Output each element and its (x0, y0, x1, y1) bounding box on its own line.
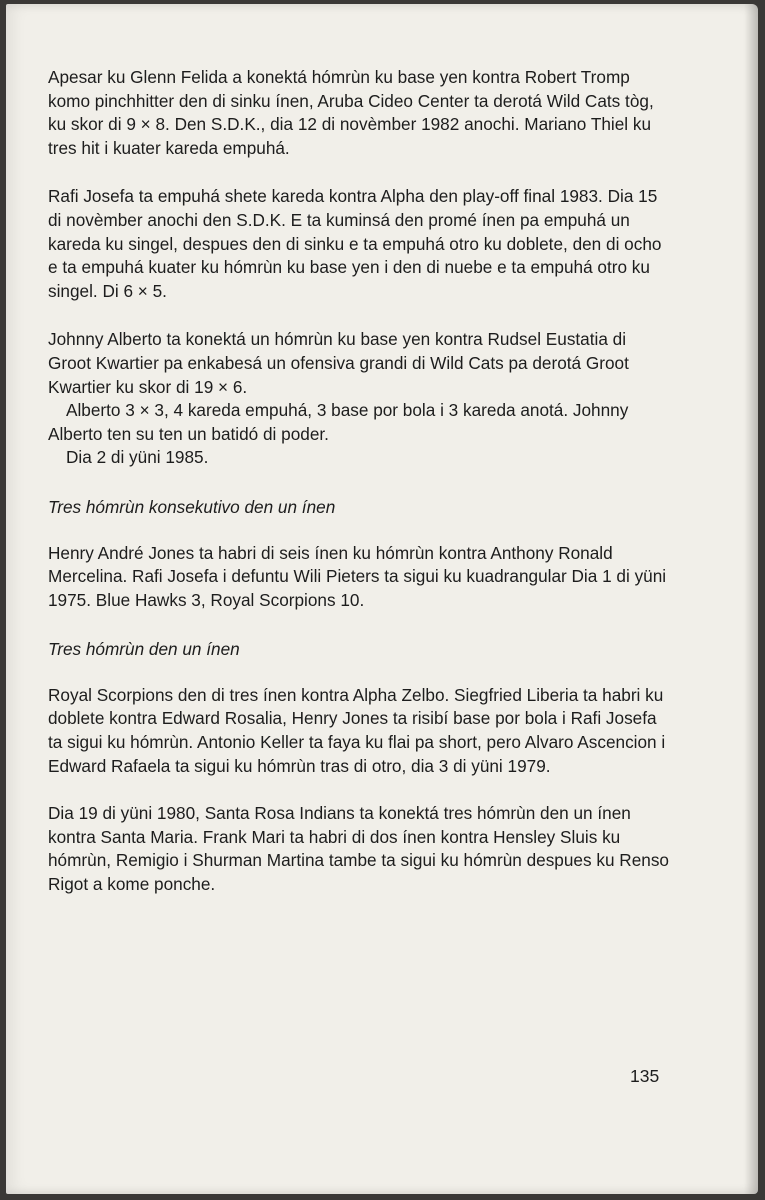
section-heading-one-inning: Tres hómrùn den un ínen (48, 639, 240, 660)
paragraph-santa-rosa-indians: Dia 19 di yüni 1980, Santa Rosa Indians ta konektá tres hómrùn den un ínen kontra Santa Maria. Frank Mari ta habri di dos ínen kontra Hensley Sluis ku hómrùn, Remigio i Shurman Martina tambe ta sigui ku hómrùn despues ku Renso Rigot a kome ponche. (48, 803, 669, 895)
page-number: 135 (630, 1066, 660, 1086)
paragraph-date-1985: Dia 2 di yüni 1985. (66, 447, 209, 468)
paragraph-henry-andre-jones: Henry André Jones ta habri di seis ínen ku hómrùn kontra Anthony Ronald Mercelina. Rafi Josefa i defuntu Wili Pieters ta sigui ku kuadrangular Dia 1 di yüni 1975. Blue Hawks 3, Royal Scorpions 10. (48, 542, 667, 610)
book-page (6, 4, 758, 1194)
paragraph-glenn-felida: Apesar ku Glenn Felida a konektá hómrùn ku base yen kontra Robert Tromp komo pinchhitter den di sinku ínen, Aruba Cideo Center ta derotá Wild Cats tòg, ku skor di 9 × 8. Den S.D.K., dia 12 di novèmber 1982 anochi. Mariano Thiel ku tres hit i kuater kareda empuhá. (48, 67, 654, 158)
paragraph-alberto-stats: Alberto 3 × 3, 4 kareda empuhá, 3 base por bola i 3 kareda anotá. Johnny Alberto ten su ten un batidó di poder. (48, 400, 629, 444)
paragraph-royal-scorpions: Royal Scorpions den di tres ínen kontra Alpha Zelbo. Siegfried Liberia ta habri ku doblete kontra Edward Rosalia, Henry Jones ta risibí base por bola i Rafi Josefa ta sigui ku hómrùn. Antonio Keller ta faya ku flai pa short, pero Alvaro Ascencion i Edward Rafaela ta sigui ku hómrùn tras di otro, dia 3 di yüni 1979. (48, 684, 666, 776)
paragraph-rafi-josefa: Rafi Josefa ta empuhá shete kareda kontra Alpha den play-off final 1983. Dia 15 di novèmber anochi den S.D.K. E ta kuminsá den promé ínen pa empuhá un kareda ku singel, despues den di sinku e ta empuhá otro ku doblete, den di ocho e ta empuhá kuater ku hómrùn ku base yen i den di nuebe e ta empuhá otro ku singel. Di 6 × 5. (48, 186, 662, 301)
paragraph-johnny-alberto: Johnny Alberto ta konektá un hómrùn ku base yen kontra Rudsel Eustatia di Groot Kwartier pa enkabesá un ofensiva grandi di Wild Cats pa derotá Groot Kwartier ku skor di 19 × 6. (48, 329, 629, 397)
section-heading-consecutive: Tres hómrùn konsekutivo den un ínen (48, 496, 336, 517)
page-spine-shadow (744, 4, 758, 1194)
page-body (48, 66, 673, 897)
